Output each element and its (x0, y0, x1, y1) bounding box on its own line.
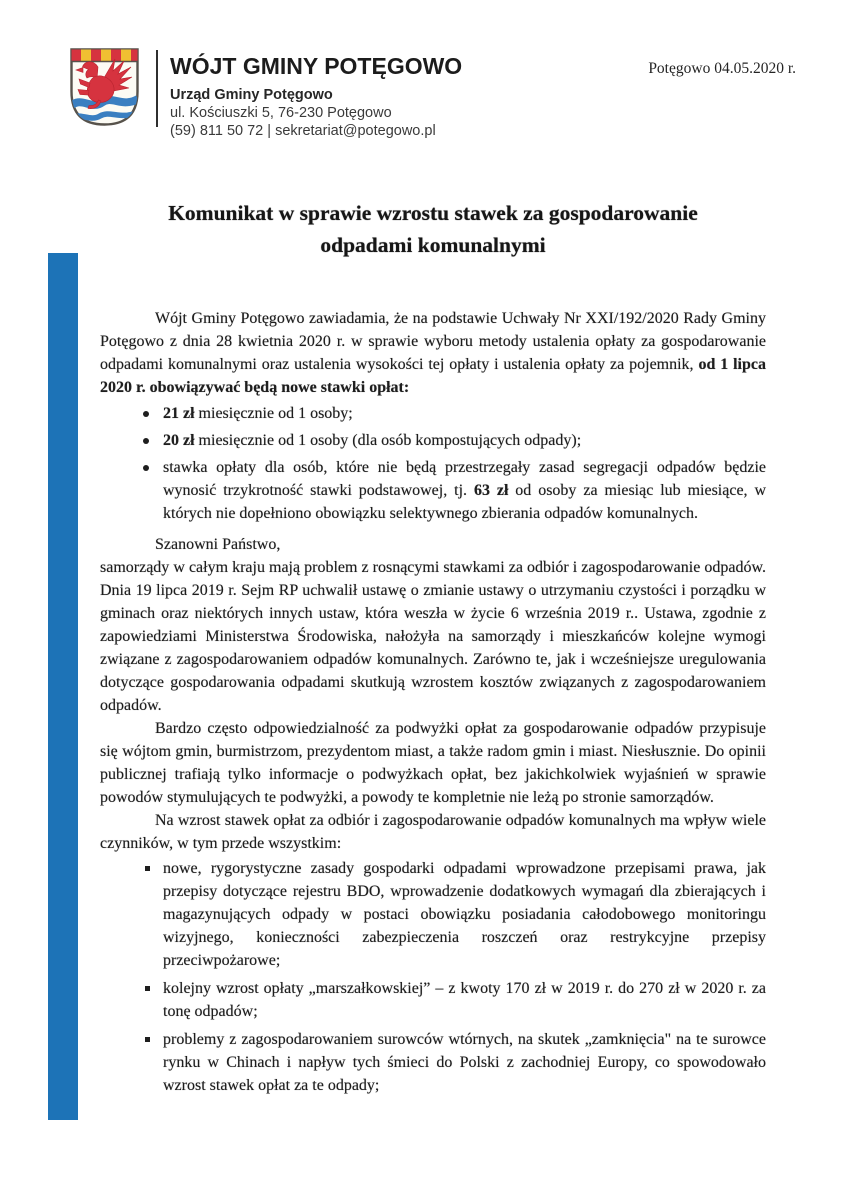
header-divider (156, 50, 158, 127)
factor-item: kolejny wzrost opłaty „marszałkowskiej” – z kwoty 170 zł w 2019 r. do 270 zł w 2020 r. za tonę odpadów; (145, 977, 766, 1023)
sender-block (170, 53, 500, 140)
document-title (100, 197, 766, 261)
document-body (100, 197, 766, 1102)
intro-paragraph: Wójt Gminy Potęgowo zawiadamia, że na podstawie Uchwały Nr XXI/192/2020 Rady Gminy Potęgowo z dnia 28 kwietnia 2020 r. w sprawie wyboru metody ustalenia opłaty za gospodarowanie odpadami komunalnymi oraz ustalenia wysokości tej opłaty i ustalenia opłaty za pojemnik, od 1 lipca 2020 r. obowiązywać będą nowe stawki opłat: (100, 310, 767, 396)
law-paragraph: samorządy w całym kraju mają problem z rosnącymi stawkami za odbiór i zagospodarowanie odpadów. Dnia 19 lipca 2019 r. Sejm RP uchwalił ustawę o zmianie ustawy o utrzymaniu czystości i porządku w gminach oraz niektórych innych ustaw, która weszła w życie 6 września 2019 r.. Ustawa, zgodnie z zapowiedziami Ministerstwa Środowiska, nałożyła na samorządy i mieszkańców kolejne wymogi związane z zagospodarowaniem odpadów komunalnych. Zarówno te, jak i wcześniejsze uregulowania dotyczące gospodarowania odpadami skutkują wzrostem kosztów związanych z zagospodarowaniem odpadów. (100, 559, 766, 714)
rates-list (100, 402, 766, 525)
rate-item: 20 zł miesięcznie od 1 osoby (dla osób kompostujących odpady); (145, 429, 766, 452)
coat-of-arms-icon (68, 46, 141, 129)
document-title-line2: odpadami komunalnymi (320, 233, 546, 257)
factors-list (100, 857, 766, 1097)
org-title: WÓJT GMINY POTĘGOWO (170, 53, 463, 79)
factor-item: problemy z zagospodarowaniem surowców wtórnych, na skutek „zamknięcia" na te surowce rynku w Chinach i napływ tych śmieci do Polski z zachodniej Europy, co spowodowało wzrost stawek opłat za te odpady; (145, 1028, 766, 1097)
salutation: Szanowni Państwo, (155, 536, 281, 553)
office-address: ul. Kościuszki 5, 76-230 Potęgowo (170, 105, 392, 121)
rate-item: 21 zł miesięcznie od 1 osoby; (145, 402, 766, 425)
blame-paragraph: Bardzo często odpowiedzialność za podwyżki opłat za gospodarowanie odpadów przypisuje się wójtom gmin, burmistrzom, prezydentom miast, a także radom gmin i miast. Niesłusznie. Do opinii publicznej trafiają tylko informacje o podwyżkach opłat, bez jakichkolwiek wyjaśnień w sprawie powodów stymulujących te podwyżki, a powody te kompletnie nie leżą po stronie samorządów. (100, 720, 766, 806)
document-title-line1: Komunikat w sprawie wzrostu stawek za gospodarowanie (168, 201, 698, 225)
factor-item: nowe, rygorystyczne zasady gospodarki odpadami wprowadzone przepisami prawa, jak przepisy dotyczące rejestru BDO, wprowadzenie dodatkowych wymagań dla zbierających i magazynujących odpady w postaci obowiązku posiadania całodobowego monitoringu wizyjnego, konieczności zabezpieczenia roszczeń oraz restrykcyjne przepisy przeciwpożarowe; (145, 857, 766, 972)
office-name: Urząd Gminy Potęgowo (170, 87, 333, 103)
rate-item: stawka opłaty dla osób, które nie będą przestrzegały zasad segregacji odpadów będzie wynosić trzykrotność stawki podstawowej, tj. 63 zł od osoby za miesiąc lub miesiące, w których nie dopełniono obowiązku selektywnego zbierania odpadów komunalnych. (145, 456, 766, 525)
office-contact: (59) 811 50 72 | sekretariat@potegowo.pl (170, 123, 436, 139)
left-accent-bar (48, 253, 78, 1120)
factors-intro-paragraph: Na wzrost stawek opłat za odbiór i zagospodarowanie odpadów komunalnych ma wpływ wiele czynników, w tym przede wszystkim: (100, 812, 766, 852)
date-line: Potęgowo 04.05.2020 r. (648, 60, 796, 77)
